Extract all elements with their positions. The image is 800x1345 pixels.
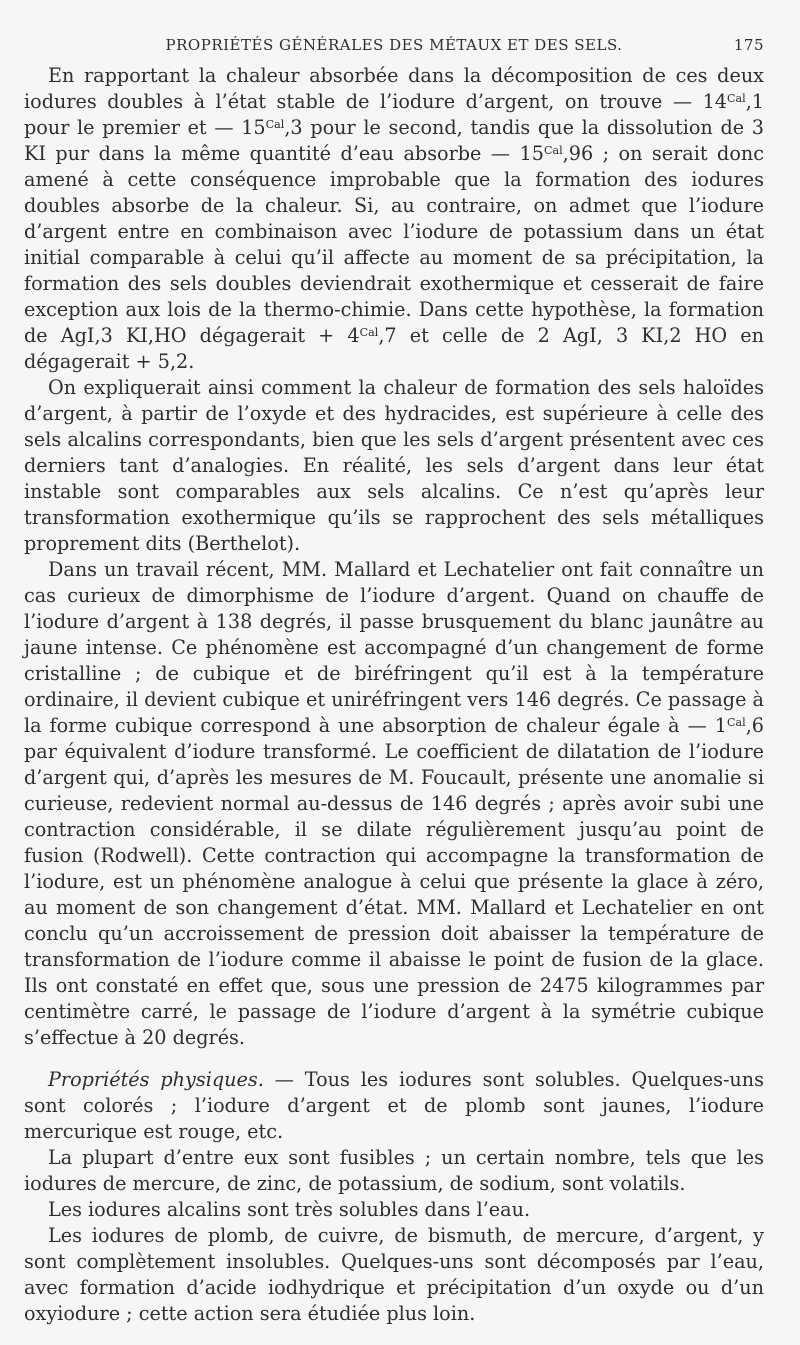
paragraph-text: Dans un travail récent, MM. Mallard et Lechatelier ont fait connaître un cas curieux de dimorphisme de l’iodure d’argent. Quand on chauffe de l’iodure d’argent à 138 degrés, il passe brusquement du blanc jaunâtre au jaune intense. Ce phénomène est accompagné d’un changement de forme cristalline ; de cubique et de biréfringent qu’il est à la température ordinaire, il devient cubique et uniréfringent vers 146 degrés. Ce passage à la forme cubique correspond à une absorption de chaleur égale à — 1 (24, 558, 764, 737)
paragraph-physical-properties (24, 1067, 764, 1145)
page-body (24, 63, 764, 1327)
paragraph-fusibility: La plupart d’entre eux sont fusibles ; un certain nombre, tels que les iodures de mercure, de zinc, de potassium, de sodium, sont volatils. (24, 1146, 764, 1195)
paragraph-text: ,3 pour le second, tandis que la dissolution de 3 KI pur dans la même quantité d’eau absorbe — 15 (24, 116, 764, 165)
paragraph-text: ,1 pour le premier et — 15 (24, 90, 764, 139)
paragraph-haloid-salts (24, 375, 764, 557)
unit-superscript: Cal (726, 715, 746, 729)
running-header (24, 36, 764, 62)
paragraph-text: ,6 par équivalent d’iodure transformé. Le coefficient de dilatation de l’iodure d’argent qui, d’après les mesures de M. Foucault, présente une anomalie si curieuse, redevient normal au-dessus de 146 degrés ; après avoir subi une contraction considérable, il se dilate régulièrement jusqu’au point de fusion (Rodwell). Cette contraction qui accompagne la transformation de l’iodure, est un phénomène analogue à celui que présente la glace à zéro, au moment de son changement d’état. MM. Mallard et Lechatelier en ont conclu qu’un accroissement de pression doit abaisser la température de transformation de l’iodure comme il abaisse le point de fusion de la glace. Ils ont constaté en effet que, sous une pression de 2475 kilogrammes par centimètre carré, le passage de l’iodure d’argent à la symétrie cubique s’effectue à 20 degrés. (24, 714, 764, 1049)
unit-superscript: Cal (359, 325, 379, 339)
paragraph-insolubility: Les iodures de plomb, de cuivre, de bismuth, de mercure, d’argent, y sont complètement insolubles. Quelques-uns sont décomposés par l’eau, avec formation d’acide iodhydrique et précipitation d’un oxyde ou d’un oxyiodure ; cette action sera étudiée plus loin. (24, 1224, 764, 1325)
page-number: 175 (733, 36, 764, 54)
paragraph-text: En rapportant la chaleur absorbée dans la décomposition de ces deux iodures doubles à l’état stable de l’iodure d’argent, on trouve — 14 (24, 64, 764, 113)
paragraph-thermochemistry (24, 63, 764, 375)
section-heading: Propriétés physiques. (48, 1068, 264, 1091)
running-title: PROPRIÉTÉS GÉNÉRALES DES MÉTAUX ET DES SELS. (165, 36, 623, 54)
paragraph-text: On expliquerait ainsi comment la chaleur de formation des sels haloïdes d’argent, à partir de l’oxyde et des hydracides, est supérieure à celle des sels alcalins correspondants, bien que les sels d’argent présentent avec ces derniers tant d’analogies. En réalité, les sels d’argent dans leur état instable sont comparables aux sels alcalins. Ce n’est qu’après leur transformation exothermique qu’ils se rapprochent des sels métalliques proprement dits (Berthelot). (24, 376, 764, 555)
unit-superscript: Cal (726, 91, 746, 105)
paragraph-text: ,7 et celle de 2 AgI, 3 KI,2 HO en dégagerait + 5,2. (24, 324, 764, 373)
paragraph-text: — Tous les iodures sont solubles. Quelques-uns sont colorés ; l’iodure d’argent et de plomb sont jaunes, l’iodure mercurique est rouge, etc. (24, 1068, 764, 1143)
unit-superscript: Cal (543, 143, 563, 157)
paragraph-text: ,96 ; on serait donc amené à cette conséquence improbable que la formation des iodures doubles absorbe de la chaleur. Si, au contraire, on admet que l’iodure d’argent entre en combinaison avec l’iodure de potassium dans un état initial comparable à celui qu’il affecte au moment de sa précipitation, la formation des sels doubles deviendrait exothermique et cesserait de faire exception aux lois de la thermo-chimie. Dans cette hypothèse, la formation de AgI,3 KI,HO dégagerait + 4 (24, 142, 764, 347)
unit-superscript: Cal (265, 117, 285, 131)
paragraph-dimorphism (24, 557, 764, 1051)
paragraph-solubility: Les iodures alcalins sont très solubles dans l’eau. (48, 1198, 531, 1221)
